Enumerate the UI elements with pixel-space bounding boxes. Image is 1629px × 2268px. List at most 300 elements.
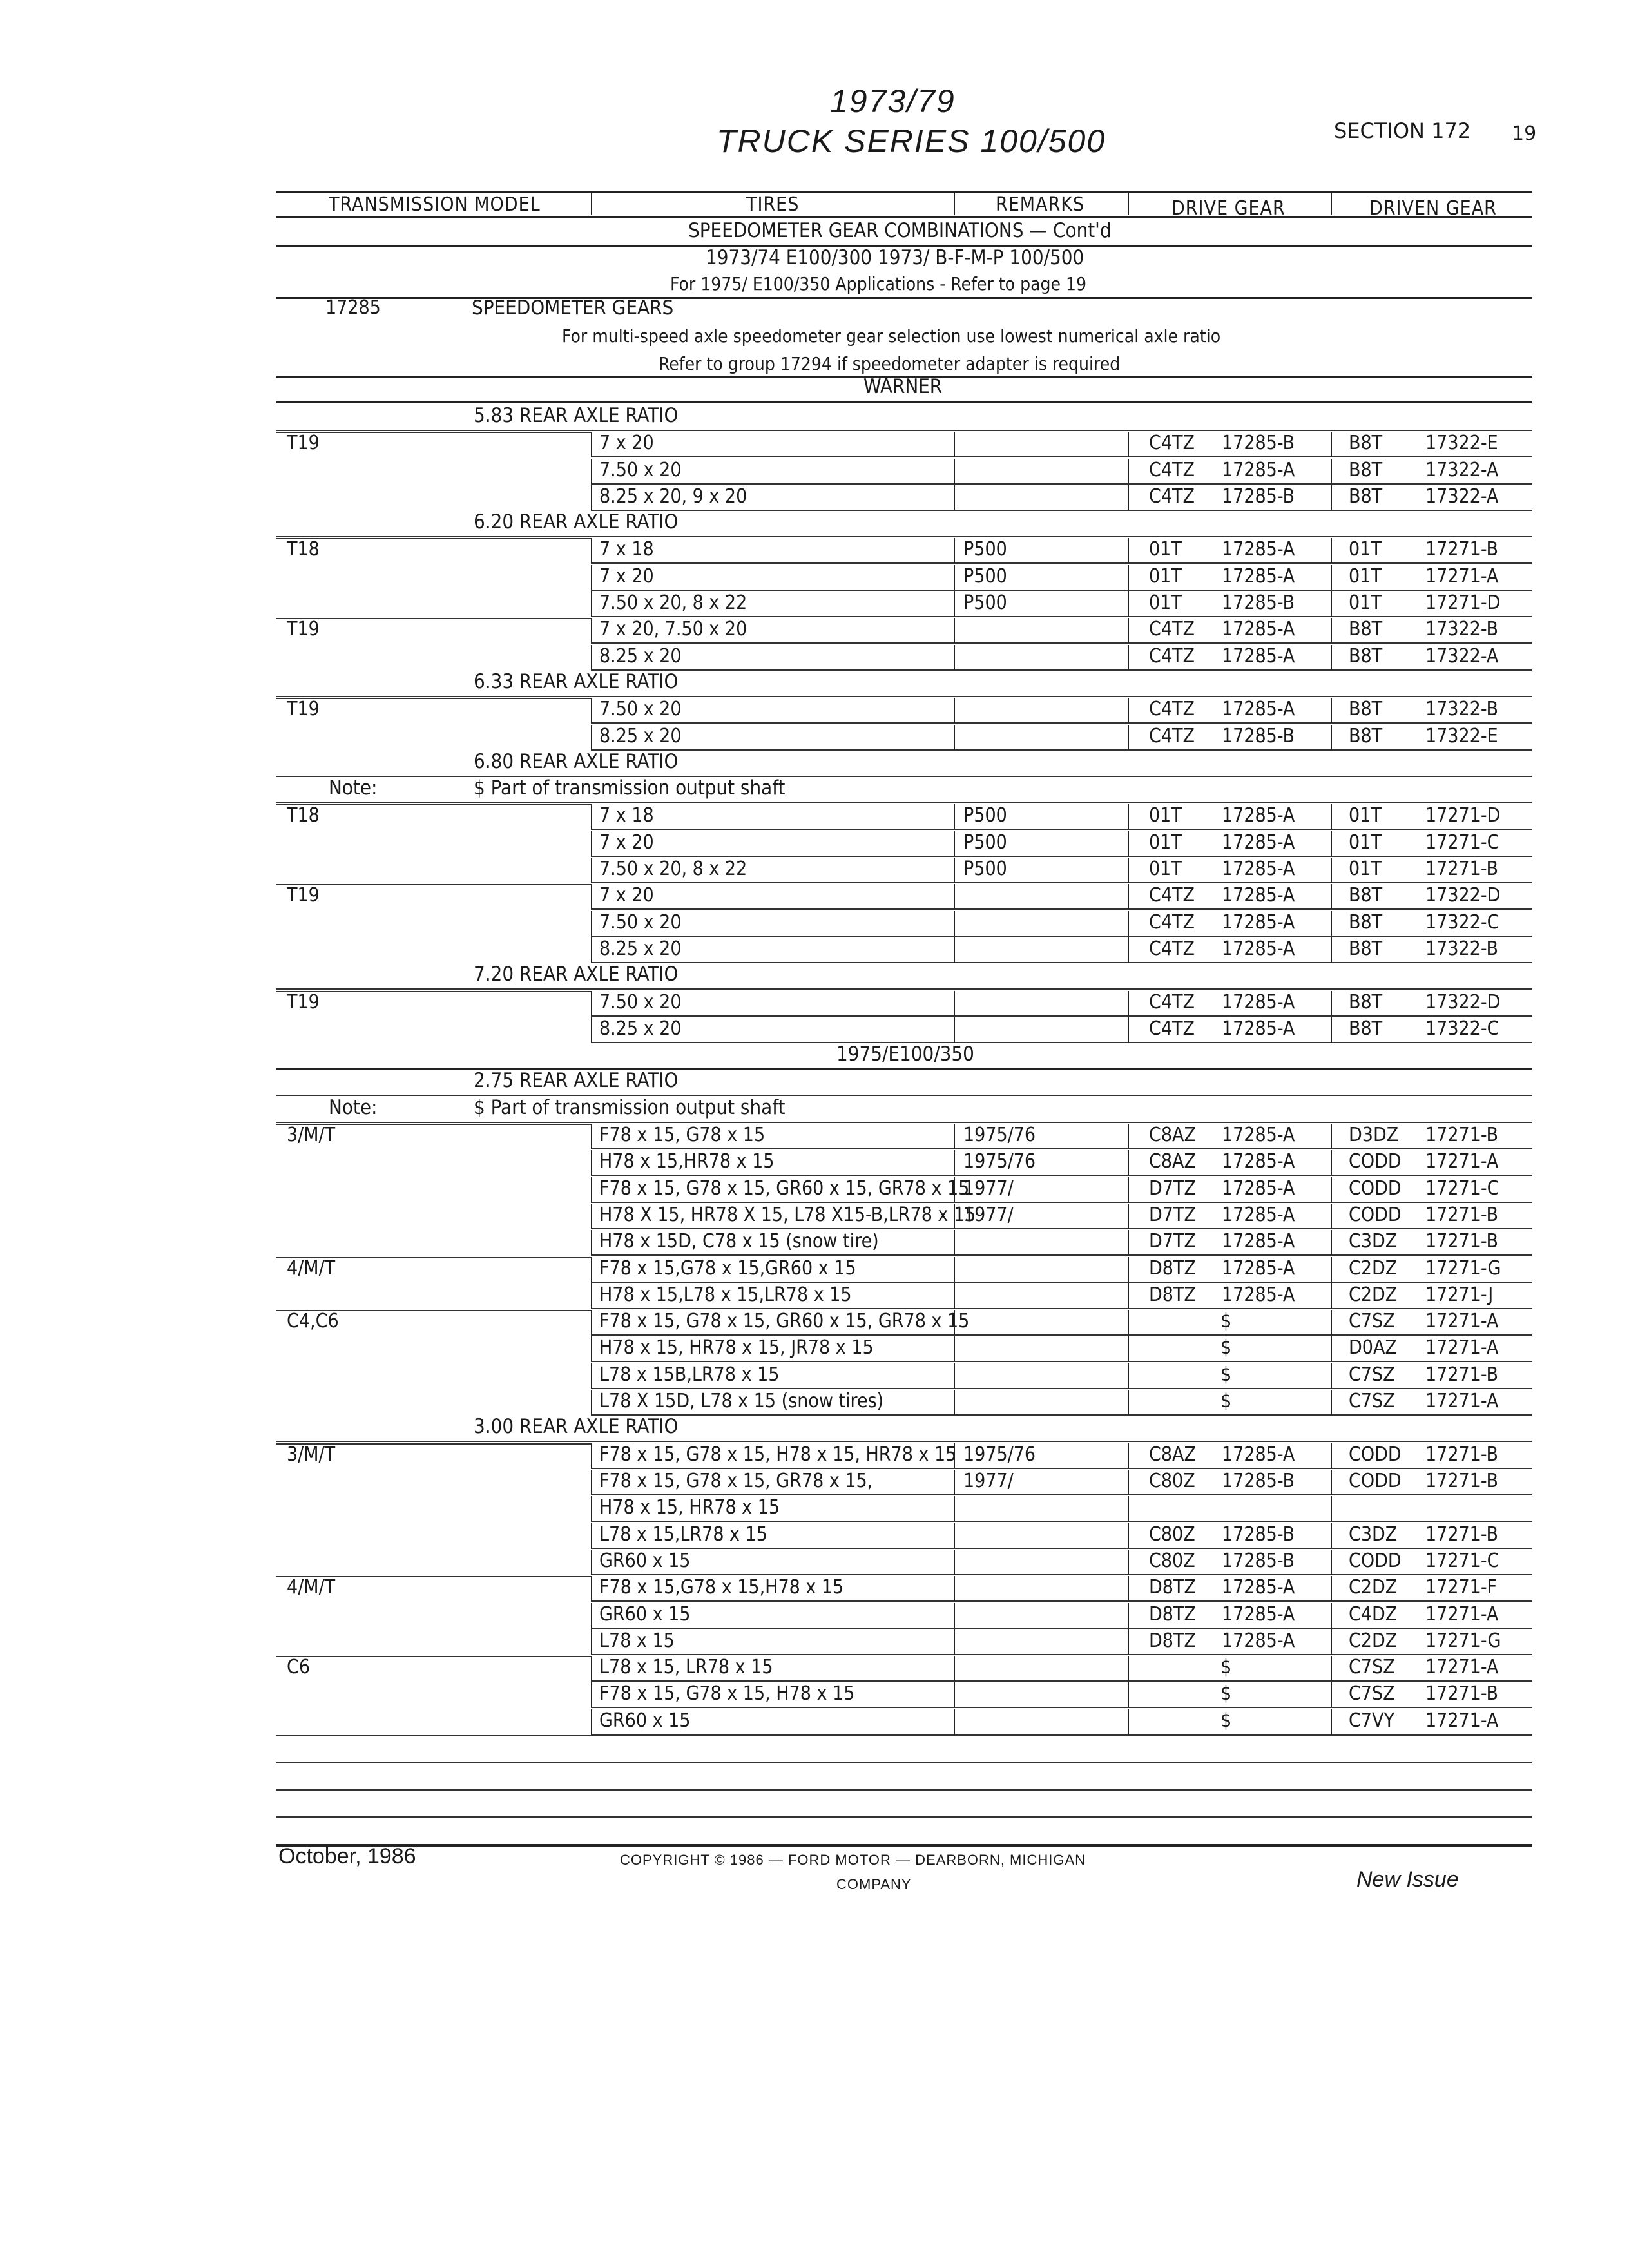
driven-gear-part-cell: 17271-A [1425,1603,1499,1626]
axle-ratio-heading: 6.33 REAR AXLE RATIO [474,670,679,693]
table-row [0,1681,1629,1707]
driven-gear-part-cell: 17322-D [1425,884,1501,907]
drive-gear-prefix-cell: C4TZ [1149,618,1195,640]
table-row [0,1548,1629,1574]
column-divider [1128,831,1129,856]
column-divider [954,1709,955,1735]
header-divider [954,191,955,215]
page-title-years: 1973/79 [830,83,956,119]
driven-gear-part-cell: 17271-A [1425,1709,1499,1732]
drive-gear-part-cell: 17285-A [1222,911,1295,934]
column-divider [1128,1204,1129,1229]
column-divider [1128,698,1129,723]
column-divider [954,1523,955,1548]
column-divider [954,565,955,590]
driven-gear-prefix-cell: C2DZ [1349,1576,1398,1599]
tire-size-cell: 8.25 x 20 [599,725,682,747]
drive-gear-part-cell: 17285-B [1222,1523,1295,1546]
driven-gear-part-cell: 17271-A [1425,1336,1499,1359]
tire-size-cell: L78 X 15D, L78 x 15 (snow tires) [599,1390,884,1412]
drive-gear-prefix-cell: 01T [1149,538,1182,561]
column-divider [1331,459,1332,484]
drive-gear-part-cell: 17285-A [1222,698,1295,720]
drive-gear-prefix-cell: C4TZ [1149,485,1195,508]
drive-gear-part-cell: $ [1220,1682,1232,1705]
drive-gear-prefix-cell: D8TZ [1149,1283,1196,1306]
drive-gear-part-cell: 17285-B [1222,591,1295,614]
driven-gear-prefix-cell: C7SZ [1349,1656,1395,1678]
row-rule [591,669,1532,671]
intro-rule [276,297,1532,299]
row-rule [591,749,1532,751]
table-row [0,1282,1629,1308]
model-group-rule [276,618,591,619]
column-divider [954,591,955,617]
adapter-note: Refer to group 17294 if speedometer adapter is required [659,353,1121,374]
tire-size-cell: 7 x 20 [599,831,654,854]
column-divider [954,1550,955,1575]
drive-gear-part-cell: 17285-A [1222,1443,1295,1466]
driven-gear-part-cell: 17322-B [1425,618,1499,640]
column-divider [1331,618,1332,643]
drive-gear-part-cell: 17285-B [1222,725,1295,747]
drive-gear-part-cell: 17285-A [1222,884,1295,907]
column-divider [1128,1603,1129,1628]
driven-gear-part-cell: 17271-B [1425,1230,1499,1253]
col-header-driven-gear: DRIVEN GEAR [1369,197,1497,220]
driven-gear-prefix-cell: C4DZ [1349,1603,1398,1626]
column-divider [1331,1124,1332,1149]
column-divider [591,538,592,563]
remarks-cell: 1975/76 [963,1124,1036,1146]
remarks-cell: P500 [963,831,1007,854]
header-bottom-rule [276,216,1532,218]
column-divider [1331,911,1332,936]
driven-gear-prefix-cell: 01T [1349,538,1382,561]
column-divider [1331,884,1332,909]
blank-rule [276,1762,1532,1763]
drive-gear-part-cell: $ [1220,1390,1232,1412]
drive-gear-part-cell: 17285-A [1222,538,1295,561]
column-divider [1331,831,1332,856]
driven-gear-part-cell: 17271-J [1425,1283,1494,1306]
drive-gear-part-cell: 17285-A [1222,1283,1295,1306]
model-group-rule [276,1576,591,1577]
drive-gear-prefix-cell: D7TZ [1149,1230,1196,1253]
driven-gear-prefix-cell: 01T [1349,565,1382,588]
transmission-model-cell: 4/M/T [287,1576,336,1599]
column-divider [591,485,592,510]
column-divider [591,1709,592,1735]
driven-gear-part-cell: 17271-B [1425,1470,1499,1492]
column-divider [591,725,592,750]
note-label: Note: [329,1096,378,1119]
driven-gear-prefix-cell: D0AZ [1349,1336,1397,1359]
driven-gear-part-cell: 17271-C [1425,1177,1499,1200]
column-divider [591,1550,592,1575]
column-divider [591,1496,592,1521]
column-divider [591,1603,592,1628]
table-row [0,1522,1629,1548]
transmission-model-cell: 3/M/T [287,1443,336,1466]
column-divider [591,1017,592,1043]
drive-gear-prefix-cell: 01T [1149,831,1182,854]
remarks-cell: 1977/ [963,1204,1014,1226]
column-divider [1331,1336,1332,1361]
driven-gear-prefix-cell: C7SZ [1349,1363,1395,1386]
tire-size-cell: 7.50 x 20, 8 x 22 [599,591,747,614]
transmission-model-cell: T19 [287,698,320,720]
driven-gear-prefix-cell: C7VY [1349,1709,1394,1732]
tire-size-cell: 7.50 x 20 [599,911,682,934]
drive-gear-part-cell: 17285-A [1222,1629,1295,1652]
column-divider [591,1523,592,1548]
drive-gear-part-cell: $ [1220,1363,1232,1386]
table-row [0,883,1629,908]
column-divider [1128,1017,1129,1043]
column-divider [1331,1523,1332,1548]
header-divider [591,191,592,215]
driven-gear-prefix-cell: CODD [1349,1443,1402,1466]
driven-gear-prefix-cell: C7SZ [1349,1682,1395,1705]
column-divider [591,1682,592,1707]
driven-gear-part-cell: 17271-A [1425,1310,1499,1332]
page-number: 19 [1512,122,1537,145]
column-divider [591,1443,592,1468]
model-group-rule [276,432,591,433]
column-divider [591,1150,592,1175]
column-divider [591,1470,592,1495]
drive-gear-part-cell: $ [1220,1656,1232,1678]
column-divider [954,937,955,963]
drive-gear-part-cell: 17285-A [1222,1576,1295,1599]
header-divider [1128,191,1129,215]
table-row [0,1495,1629,1521]
table-row [0,910,1629,936]
tire-size-cell: F78 x 15, G78 x 15, GR78 x 15, [599,1470,873,1492]
column-divider [1128,591,1129,617]
column-divider [954,1310,955,1335]
transmission-model-cell: 3/M/T [287,1124,336,1146]
column-divider [1128,991,1129,1016]
column-divider [954,991,955,1016]
column-divider [1331,1257,1332,1282]
drive-gear-prefix-cell: C4TZ [1149,1017,1195,1040]
column-divider [1128,1257,1129,1282]
drive-gear-prefix-cell: D8TZ [1149,1603,1196,1626]
drive-gear-prefix-cell: C80Z [1149,1550,1195,1572]
driven-gear-part-cell: 17322-A [1425,485,1499,508]
table-row [0,1122,1629,1148]
column-divider [591,1336,592,1361]
driven-gear-part-cell: 17271-A [1425,1390,1499,1412]
column-divider [1128,884,1129,909]
tire-size-cell: F78 x 15, G78 x 15, GR60 x 15, GR78 x 15 [599,1177,970,1200]
column-divider [591,1629,592,1655]
column-divider [1128,1177,1129,1202]
column-divider [1331,645,1332,670]
table-row [0,1708,1629,1734]
tire-size-cell: F78 x 15,G78 x 15,H78 x 15 [599,1576,844,1599]
column-divider [1331,1470,1332,1495]
drive-gear-prefix-cell: D8TZ [1149,1257,1196,1280]
column-divider [1331,858,1332,883]
tire-size-cell: 7 x 20 [599,432,654,454]
remarks-cell: P500 [963,858,1007,880]
table-row [0,617,1629,642]
column-divider [1128,538,1129,563]
column-divider [1128,459,1129,484]
drive-gear-part-cell: 17285-A [1222,991,1295,1014]
tire-size-cell: F78 x 15, G78 x 15, GR60 x 15, GR78 x 15 [599,1310,970,1332]
tire-size-cell: 7 x 18 [599,804,654,827]
drive-gear-part-cell: 17285-A [1222,937,1295,960]
tire-size-cell: GR60 x 15 [599,1709,691,1732]
transmission-model-cell: 4/M/T [287,1257,336,1280]
tire-size-cell: 7.50 x 20 [599,991,682,1014]
section-number: SECTION 172 [1334,119,1471,143]
column-divider [1331,1550,1332,1575]
row-rule [591,510,1532,511]
column-divider [1331,485,1332,510]
table-row [0,1176,1629,1202]
driven-gear-prefix-cell: CODD [1349,1150,1402,1173]
column-divider [1331,1682,1332,1707]
driven-gear-part-cell: 17271-B [1425,1443,1499,1466]
column-divider [954,1257,955,1282]
row-rule [591,1042,1532,1043]
table-row [0,1309,1629,1334]
remarks-cell: 1975/76 [963,1150,1036,1173]
group-title: SPEEDOMETER GEARS [472,296,674,320]
footer-issue: New Issue [1356,1867,1459,1892]
drive-gear-prefix-cell: C4TZ [1149,911,1195,934]
column-divider [591,1283,592,1309]
driven-gear-prefix-cell: B8T [1349,937,1383,960]
table-row [0,1362,1629,1388]
column-divider [954,1682,955,1707]
heading-rule [276,1095,1532,1096]
column-divider [954,1283,955,1309]
col-header-tires: TIRES [746,193,800,216]
axle-ratio-heading: 6.80 REAR AXLE RATIO [474,750,679,773]
column-divider [954,1124,955,1149]
drive-gear-prefix-cell: C8AZ [1149,1150,1196,1173]
driven-gear-part-cell: 17271-B [1425,1124,1499,1146]
column-divider [1331,1443,1332,1468]
tire-size-cell: H78 x 15, HR78 x 15, JR78 x 15 [599,1336,874,1359]
tire-size-cell: 7.50 x 20 [599,698,682,720]
driven-gear-prefix-cell: C2DZ [1349,1283,1398,1306]
drive-gear-prefix-cell: D8TZ [1149,1576,1196,1599]
drive-gear-part-cell: 17285-A [1222,804,1295,827]
column-divider [954,1603,955,1628]
axle-ratio-heading: 3.00 REAR AXLE RATIO [474,1415,679,1438]
column-divider [1128,485,1129,510]
tire-size-cell: GR60 x 15 [599,1603,691,1626]
table-row [0,457,1629,483]
column-divider [591,565,592,590]
driven-gear-part-cell: 17271-B [1425,858,1499,880]
drive-gear-part-cell: 17285-B [1222,1550,1295,1572]
drive-gear-part-cell: $ [1220,1709,1232,1732]
driven-gear-prefix-cell: B8T [1349,459,1383,481]
drive-gear-part-cell: $ [1220,1310,1232,1332]
table-row [0,1016,1629,1042]
table-row [0,1335,1629,1361]
tire-size-cell: 7.50 x 20 [599,459,682,481]
column-divider [1331,1656,1332,1681]
column-divider [1128,432,1129,457]
driven-gear-prefix-cell: C2DZ [1349,1629,1398,1652]
column-divider [1331,591,1332,617]
drive-gear-prefix-cell: C4TZ [1149,459,1195,481]
column-divider [591,937,592,963]
driven-gear-part-cell: 17271-D [1425,804,1501,827]
intro-applications: 1973/74 E100/300 1973/ B-F-M-P 100/500 [706,246,1084,269]
tire-size-cell: H78 x 15, HR78 x 15 [599,1496,780,1519]
table-row [0,1256,1629,1282]
blank-rule [276,1816,1532,1818]
remarks-cell: P500 [963,565,1007,588]
model-group-rule [276,1443,591,1445]
column-divider [954,1496,955,1521]
driven-gear-part-cell: 17322-E [1425,432,1498,454]
column-divider [1331,1310,1332,1335]
column-divider [1331,1283,1332,1309]
model-group-rule [276,538,591,539]
tire-size-cell: 7 x 18 [599,538,654,561]
group-number: 17285 [325,296,381,319]
blank-rule [276,1789,1532,1791]
col-header-remarks: REMARKS [996,193,1085,216]
column-divider [1331,1709,1332,1735]
column-divider [1128,1709,1129,1735]
column-divider [1128,1550,1129,1575]
remarks-cell: P500 [963,538,1007,561]
driven-gear-part-cell: 17271-C [1425,1550,1499,1572]
column-divider [591,1124,592,1149]
column-divider [591,1257,592,1282]
column-divider [591,1656,592,1681]
section-rule [276,1068,1532,1070]
driven-gear-part-cell: 17271-F [1425,1576,1498,1599]
tire-size-cell: H78 x 15D, C78 x 15 (snow tire) [599,1230,879,1253]
column-divider [1128,1576,1129,1601]
driven-gear-part-cell: 17271-B [1425,538,1499,561]
table-row [0,1602,1629,1628]
col-header-model: TRANSMISSION MODEL [329,193,541,216]
driven-gear-part-cell: 17271-A [1425,565,1499,588]
tire-size-cell: 7.50 x 20, 8 x 22 [599,858,747,880]
driven-gear-prefix-cell: D3DZ [1349,1124,1399,1146]
column-divider [591,911,592,936]
column-divider [1331,804,1332,829]
driven-gear-part-cell: 17271-B [1425,1682,1499,1705]
column-divider [1128,1682,1129,1707]
table-row [0,724,1629,749]
table-row [0,1628,1629,1654]
table-row [0,1655,1629,1680]
tire-size-cell: GR60 x 15 [599,1550,691,1572]
column-divider [1331,1204,1332,1229]
table-row [0,830,1629,856]
heading-rule [276,776,1532,777]
footer-copyright: COPYRIGHT © 1986 — FORD MOTOR — DEARBORN, MICHIGAN [620,1852,1086,1868]
column-divider [1331,1150,1332,1175]
tire-size-cell: L78 x 15 [599,1629,675,1652]
table-row [0,590,1629,616]
driven-gear-part-cell: 17322-A [1425,645,1499,668]
model-group-rule [276,991,591,992]
column-divider [954,1629,955,1655]
column-divider [954,432,955,457]
drive-gear-prefix-cell: D7TZ [1149,1204,1196,1226]
row-rule [591,962,1532,963]
column-divider [954,538,955,563]
tire-size-cell: 8.25 x 20 [599,937,682,960]
column-divider [954,884,955,909]
column-divider [1128,565,1129,590]
tire-size-cell: L78 x 15,LR78 x 15 [599,1523,767,1546]
column-divider [954,1017,955,1043]
driven-gear-prefix-cell: CODD [1349,1204,1402,1226]
note-label: Note: [329,776,378,800]
drive-gear-prefix-cell: C4TZ [1149,725,1195,747]
column-divider [1128,1230,1129,1255]
table-row [0,1442,1629,1468]
tire-size-cell: 7 x 20, 7.50 x 20 [599,618,747,640]
driven-gear-prefix-cell: B8T [1349,991,1383,1014]
drive-gear-part-cell: 17285-A [1222,1017,1295,1040]
driven-gear-part-cell: 17271-C [1425,831,1499,854]
column-divider [591,432,592,457]
driven-gear-part-cell: 17322-C [1425,911,1499,934]
drive-gear-part-cell: 17285-A [1222,858,1295,880]
column-divider [954,858,955,883]
tire-size-cell: 8.25 x 20, 9 x 20 [599,485,747,508]
tire-size-cell: F78 x 15, G78 x 15 [599,1124,766,1146]
multi-speed-note: For multi-speed axle speedometer gear selection use lowest numerical axle ratio [562,325,1221,347]
blank-rule [276,1735,1532,1736]
model-group-rule [276,1124,591,1125]
drive-gear-part-cell: 17285-B [1222,1470,1295,1492]
column-divider [591,831,592,856]
column-divider [1128,1336,1129,1361]
axle-ratio-heading: 7.20 REAR AXLE RATIO [474,963,679,986]
column-divider [1331,538,1332,563]
axle-ratio-heading: 6.20 REAR AXLE RATIO [474,510,679,533]
footer-rule [276,1844,1532,1847]
column-divider [1128,1310,1129,1335]
transmission-model-cell: C4,C6 [287,1310,339,1332]
driven-gear-prefix-cell: B8T [1349,1017,1383,1040]
column-divider [591,1204,592,1229]
tire-size-cell: 7 x 20 [599,565,654,588]
driven-gear-part-cell: 17271-A [1425,1656,1499,1678]
column-divider [591,1576,592,1601]
column-divider [1128,725,1129,750]
column-divider [1331,1496,1332,1521]
column-divider [954,618,955,643]
drive-gear-prefix-cell: C4TZ [1149,645,1195,668]
column-divider [1331,432,1332,457]
remarks-cell: 1977/ [963,1470,1014,1492]
column-divider [1128,1443,1129,1468]
tire-size-cell: H78 x 15,HR78 x 15 [599,1150,775,1173]
driven-gear-prefix-cell: B8T [1349,645,1383,668]
col-header-drive-gear: DRIVE GEAR [1171,197,1286,220]
